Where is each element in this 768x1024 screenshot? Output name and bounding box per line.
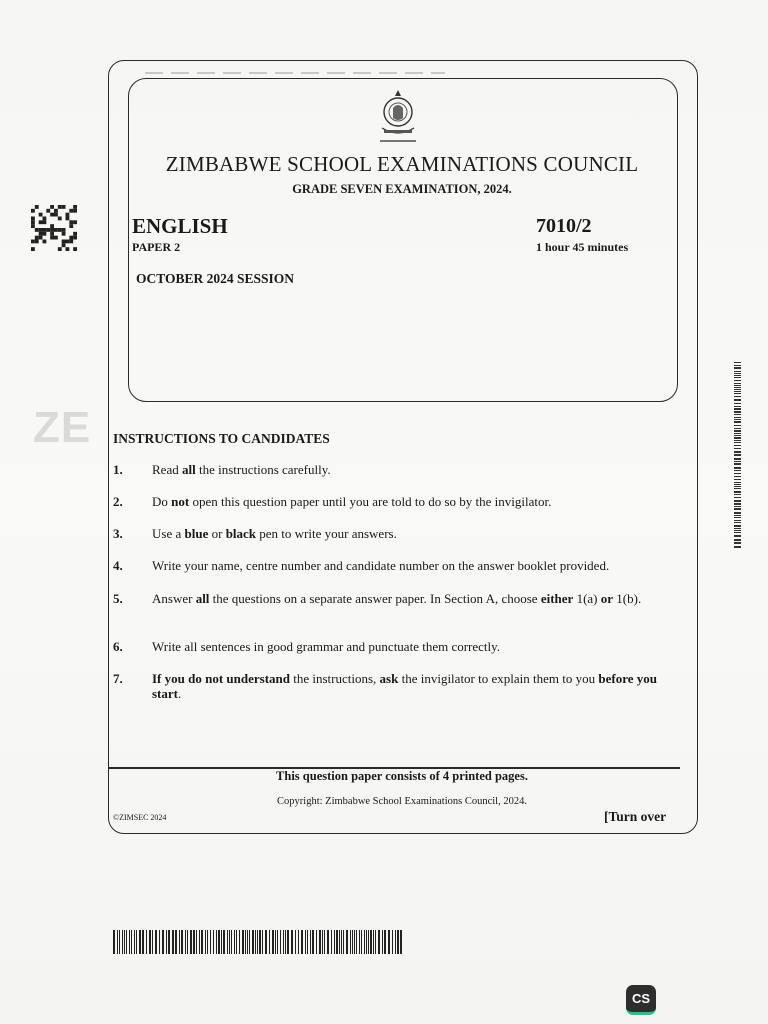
turn-over-label: [Turn over — [604, 809, 667, 824]
instruction-text: Answer all the questions on a separate answer paper. In Section A, choose either 1(a) or 1(b). — [152, 591, 642, 606]
faint-header-strip — [145, 72, 445, 74]
page-count-note: This question paper consists of 4 printed pages. — [276, 769, 528, 783]
copyright-mark: ©ZIMSEC 2024 — [113, 813, 167, 822]
camscanner-badge: CS — [626, 985, 656, 1015]
instruction-text: If you do not understand the instructions, ask the invigilator to explain them to you before you start. — [152, 671, 657, 701]
paper-number: PAPER 2 — [132, 240, 181, 254]
instruction-number: 7. — [113, 671, 123, 686]
instruction-text: Do not open this question paper until you are told to do so by the invigilator. — [152, 494, 552, 509]
instruction-text: Write your name, centre number and candidate number on the answer booklet provided. — [152, 558, 610, 573]
copyright-notice: Copyright: Zimbabwe School Examinations Council, 2024. — [277, 796, 527, 807]
exam-title: GRADE SEVEN EXAMINATION, 2024. — [292, 182, 512, 196]
exam-session: OCTOBER 2024 SESSION — [136, 271, 295, 286]
exam-duration: 1 hour 45 minutes — [536, 240, 629, 254]
qr-code-icon — [30, 205, 78, 251]
instruction-number: 4. — [113, 558, 123, 573]
instruction-number: 3. — [113, 526, 123, 541]
coat-of-arms-icon — [374, 88, 422, 152]
subject-title: ENGLISH — [132, 214, 228, 238]
subject-code: 7010/2 — [536, 215, 592, 237]
barcode-icon — [113, 930, 405, 954]
watermark-text: ZE — [33, 403, 92, 452]
instructions-heading: INSTRUCTIONS TO CANDIDATES — [113, 431, 330, 446]
instruction-text: Write all sentences in good grammar and punctuate them correctly. — [152, 639, 501, 654]
instruction-text: Read all the instructions carefully. — [152, 462, 331, 477]
instruction-text: Use a blue or black pen to write your answers. — [152, 526, 397, 541]
instruction-number: 6. — [113, 639, 123, 654]
vertical-barcode-icon — [734, 362, 741, 550]
council-name: ZIMBABWE SCHOOL EXAMINATIONS COUNCIL — [165, 152, 639, 176]
instruction-number: 2. — [113, 494, 123, 509]
instruction-number: 1. — [113, 462, 123, 477]
instruction-number: 5. — [113, 591, 123, 606]
